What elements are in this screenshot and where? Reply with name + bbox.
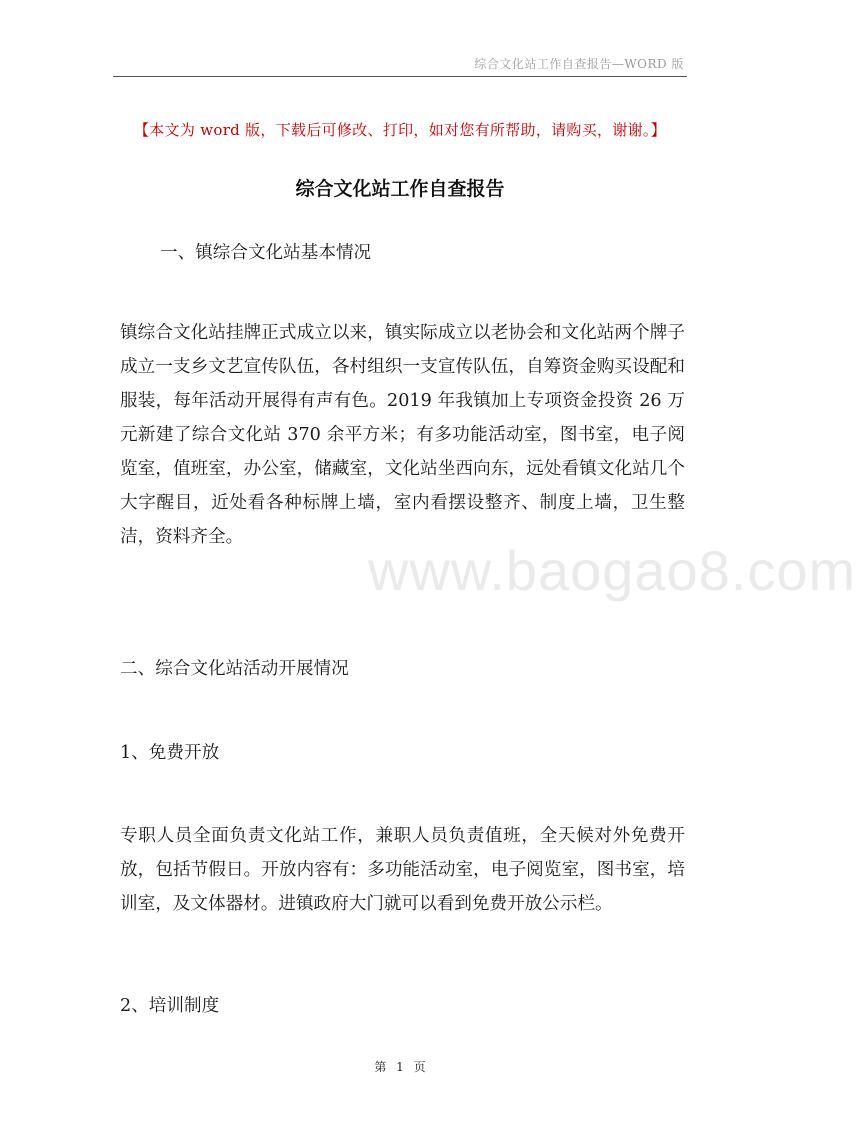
paragraph-free-opening: 专职人员全面负责文化站工作，兼职人员负责值班，全天候对外免费开放，包括节假日。开放内容有：多功能活动室，电子阅览室，图书室，培训室，及文体器材。进镇政府大门就可以看到免费开放公示栏。 [120,826,685,914]
paragraph-basic-info: 镇综合文化站挂牌正式成立以来，镇实际成立以老协会和文化站两个牌子成立一支乡文艺宣传队伍，各村组织一支宣传队伍，自筹资金购买设配和服装，每年活动开展得有声有色。2019 年我镇加上专项资金投资 26 万元新建了综合文化站 370 余平方米；有多功能活动室，图书室，电子阅览室，值班室，办公室，储藏室，文化站坐西向东，远处看镇文化站几个大字醒目，近处看各种标牌上墙，室内看摆设整齐、制度上墙，卫生整洁，资料齐全。 [120,323,685,547]
purchase-notice: 【本文为 word 版，下载后可修改、打印，如对您有所帮助，请购买，谢谢。】 [133,121,667,139]
watermark-text: www.baogao8.com [368,539,856,602]
page-number-prefix: 第 [374,1060,387,1074]
header-divider [113,76,687,77]
subheading-training-system: 2、培训制度 [120,996,220,1016]
section-heading-activities: 二、综合文化站活动开展情况 [120,659,349,679]
page-number: 1 [396,1060,404,1074]
section-heading-basic-info: 一、镇综合文化站基本情况 [160,243,372,263]
page-footer [0,1058,800,1075]
subheading-free-opening: 1、免费开放 [120,743,220,763]
page-header-text: 综合文化站工作自查报告—WORD 版 [474,57,684,71]
document-title: 综合文化站工作自查报告 [295,178,505,200]
page-number-suffix: 页 [413,1060,426,1074]
